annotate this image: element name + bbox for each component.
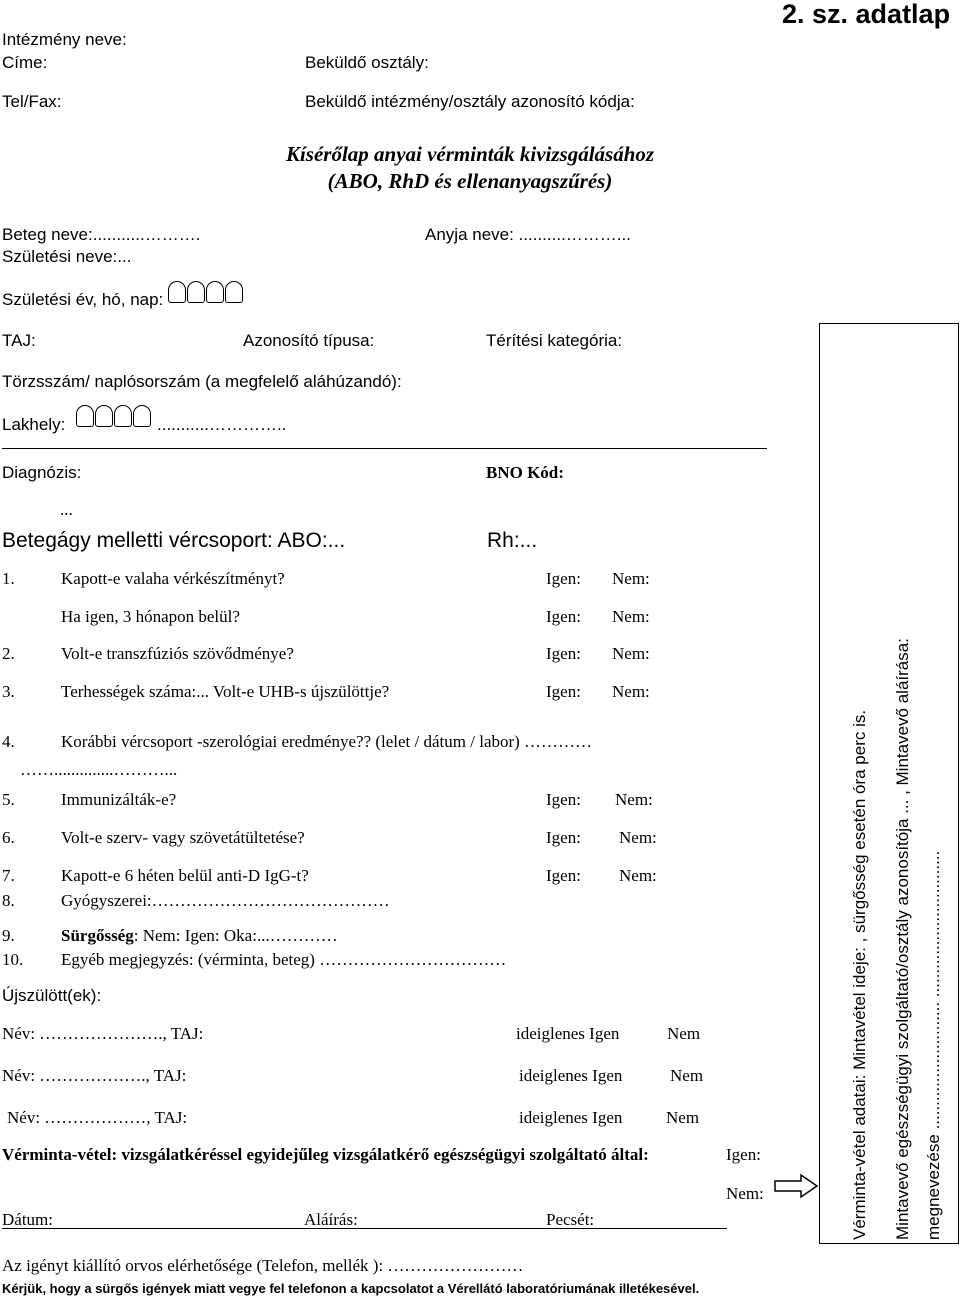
q3-text: Terhességek száma:... Volt-e UHB-s újszülöttje? bbox=[61, 682, 390, 701]
patient-name-label: Beteg neve:...........………. bbox=[2, 225, 201, 244]
q9-num: 9. bbox=[2, 926, 15, 945]
sidebar-sampler-provider: Mintavevő egészségügyi szolgáltató/osztály azonosítója ... , Mintavevő aláírása: bbox=[893, 638, 912, 1240]
newborns-label: Újszülött(ek): bbox=[2, 986, 102, 1005]
taj-label: TAJ: bbox=[2, 331, 36, 350]
q1-no[interactable]: Nem: bbox=[612, 569, 650, 588]
newborn-1-temp[interactable]: ideiglenes Igen bbox=[516, 1024, 620, 1043]
q8-text: Gyógyszerei:…………………………………… bbox=[61, 891, 390, 910]
newborn-3-temp[interactable]: ideiglenes Igen bbox=[519, 1108, 623, 1127]
q8-num: 8. bbox=[2, 891, 15, 910]
urgency-options[interactable]: : Nem: Igen: Oka:...………… bbox=[133, 926, 338, 945]
newborn-2-no[interactable]: Nem bbox=[670, 1066, 704, 1085]
newborn-3-name[interactable]: Név: ………………, TAJ: bbox=[7, 1108, 188, 1127]
q3-yes[interactable]: Igen: bbox=[546, 682, 581, 701]
postal-code-boxes[interactable] bbox=[76, 405, 152, 427]
diagnosis-label: Diagnózis: bbox=[2, 463, 82, 482]
register-label: Törzsszám/ naplósorszám (a megfelelő aláhúzandó): bbox=[2, 372, 402, 391]
address-label: Címe: bbox=[2, 53, 48, 72]
newborn-2-temp[interactable]: ideiglenes Igen bbox=[519, 1066, 623, 1085]
q5-text: Immunizálták-e? bbox=[61, 790, 177, 809]
sidebar-sampler-name: megnevezése ........................... ............................... bbox=[924, 850, 943, 1240]
q3-num: 3. bbox=[2, 682, 15, 701]
q7-text: Kapott-e 6 héten belül anti-D IgG-t? bbox=[61, 866, 309, 885]
q7-num: 7. bbox=[2, 866, 15, 885]
mother-name-label: Anyja neve: ..........………... bbox=[425, 225, 631, 244]
q7-no[interactable]: Nem: bbox=[619, 866, 657, 885]
q1-text: Kapott-e valaha vérkészítményt? bbox=[61, 569, 285, 588]
q10-text: Egyéb megjegyzés: (vérminta, beteg) …………………………… bbox=[61, 950, 507, 969]
sheet-number: 2. sz. adatlap bbox=[782, 0, 951, 29]
q6-yes[interactable]: Igen: bbox=[546, 828, 581, 847]
contact-line: Az igényt kiállító orvos elérhetősége (Telefon, mellék ): …………………… bbox=[2, 1256, 524, 1275]
tel-fax-label: Tel/Fax: bbox=[2, 92, 62, 111]
date-label: Dátum: bbox=[2, 1210, 53, 1229]
sampling-yes[interactable]: Igen: bbox=[726, 1145, 761, 1164]
q2-no[interactable]: Nem: bbox=[612, 644, 650, 663]
q7-yes[interactable]: Igen: bbox=[546, 866, 581, 885]
bedside-rh-label: Rh:... bbox=[487, 529, 538, 552]
q1b-no[interactable]: Nem: bbox=[612, 607, 650, 626]
id-type-label: Azonosító típusa: bbox=[243, 331, 375, 350]
birth-name-label: Születési neve:... bbox=[2, 247, 132, 266]
q6-num: 6. bbox=[2, 828, 15, 847]
newborn-1-no[interactable]: Nem bbox=[667, 1024, 701, 1043]
newborn-3-no[interactable]: Nem bbox=[666, 1108, 700, 1127]
footer-note: Kérjük, hogy a sürgős igények miatt vegye fel telefonon a kapcsolatot a Vérellátó laboratóriumának illetékesével. bbox=[2, 1281, 700, 1296]
sidebar-sampling-time: Vérminta-vétel adatai: Mintavétel ideje: , sürgősség esetén óra perc is. bbox=[850, 709, 869, 1240]
q3-no[interactable]: Nem: bbox=[612, 682, 650, 701]
q5-yes[interactable]: Igen: bbox=[546, 790, 581, 809]
stamp-label: Pecsét: bbox=[546, 1210, 595, 1229]
q5-num: 5. bbox=[2, 790, 15, 809]
birth-date-boxes[interactable] bbox=[168, 281, 244, 303]
residence-dots: ...........………….. bbox=[157, 415, 287, 434]
signature-line bbox=[2, 1228, 727, 1229]
urgency-label: Sürgősség bbox=[61, 926, 134, 945]
q6-text: Volt-e szerv- vagy szövetátültetése? bbox=[61, 828, 305, 847]
signature-label: Aláírás: bbox=[304, 1210, 358, 1229]
q5-no[interactable]: Nem: bbox=[615, 790, 653, 809]
payment-category-label: Térítési kategória: bbox=[486, 331, 623, 350]
sampling-no[interactable]: Nem: bbox=[726, 1184, 764, 1203]
diagnosis-dots: ... bbox=[60, 500, 73, 519]
q4-num: 4. bbox=[2, 732, 15, 751]
institution-name-label: Intézmény neve: bbox=[2, 30, 127, 49]
q2-yes[interactable]: Igen: bbox=[546, 644, 581, 663]
sending-code-label: Beküldő intézmény/osztály azonosító kódja: bbox=[305, 92, 635, 111]
q1b-text: Ha igen, 3 hónapon belül? bbox=[61, 607, 240, 626]
divider-line bbox=[2, 448, 767, 449]
q4-continuation: ……..............………... bbox=[20, 760, 178, 779]
birth-date-label: Születési év, hó, nap: bbox=[2, 290, 164, 309]
q9-text bbox=[61, 926, 338, 946]
bedside-abo-label: Betegágy melletti vércsoport: ABO:... bbox=[2, 529, 346, 552]
q2-num: 2. bbox=[2, 644, 15, 663]
q6-no[interactable]: Nem: bbox=[619, 828, 657, 847]
sampling-text: Vérminta-vétel: vizsgálatkéréssel egyidejűleg vizsgálatkérő egészségügyi szolgáltató által: bbox=[2, 1145, 649, 1164]
q2-text: Volt-e transzfúziós szövődménye? bbox=[61, 644, 294, 663]
form-title-line2: (ABO, RhD és ellenanyagszűrés) bbox=[327, 169, 613, 193]
q4-text: Korábbi vércsoport -szerológiai eredménye?? (lelet / dátum / labor) ………… bbox=[61, 732, 593, 751]
bno-label: BNO Kód: bbox=[486, 463, 564, 482]
residence-label: Lakhely: bbox=[2, 415, 66, 434]
q1-num: 1. bbox=[2, 569, 15, 588]
q1b-yes[interactable]: Igen: bbox=[546, 607, 581, 626]
sending-department-label: Beküldő osztály: bbox=[305, 53, 429, 72]
q10-num: 10. bbox=[2, 950, 24, 969]
form-title-line1: Kísérőlap anyai vérminták kivizsgálásához bbox=[285, 142, 655, 166]
q1-yes[interactable]: Igen: bbox=[546, 569, 581, 588]
newborn-1-name[interactable]: Név: …………………., TAJ: bbox=[2, 1024, 204, 1043]
newborn-2-name[interactable]: Név: ………………., TAJ: bbox=[2, 1066, 187, 1085]
right-arrow-icon bbox=[773, 1173, 819, 1199]
